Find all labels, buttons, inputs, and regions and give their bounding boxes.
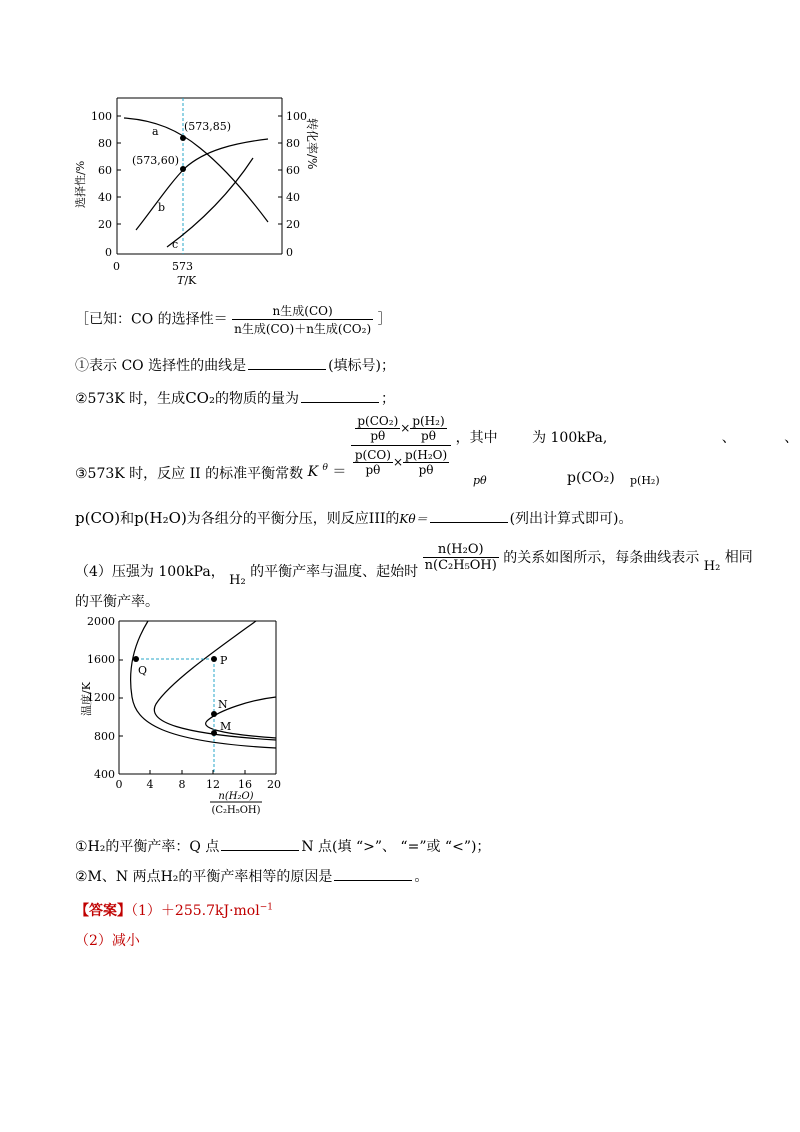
- right-tick: 80: [286, 137, 300, 150]
- left-tick: 40: [98, 191, 112, 204]
- x-tick: 16: [238, 778, 252, 791]
- x-label-num: n(H₂O): [218, 791, 254, 802]
- left-tick: 100: [91, 110, 112, 123]
- question-2: ②573K 时，生成CO₂的物质的量为 ；: [75, 389, 395, 407]
- x-origin-label: 0: [113, 260, 120, 273]
- y-tick: 800: [94, 730, 115, 743]
- question-5: ①H₂的平衡产率：Q 点 N 点(填 “>”、 “=”或 “<”)；: [75, 839, 491, 855]
- left-tick: 80: [98, 137, 112, 150]
- y-tick: 1200: [87, 691, 115, 704]
- y-tick: 1600: [87, 653, 115, 666]
- point-label-85: (573,85): [184, 120, 232, 133]
- left-tick: 20: [98, 218, 112, 231]
- answer-1: 【答案】（1）＋255.7kJ·mol$^{-1}$: [75, 902, 273, 919]
- x-tick: 20: [267, 778, 281, 791]
- question-3b: p(CO)和p(H₂O)为各组分的平衡分压，则反应III的Kθ＝ (列出计算式即可)。: [75, 509, 633, 527]
- right-tick: 0: [286, 246, 293, 259]
- y-tick: 2000: [87, 615, 115, 628]
- curve-c-label: c: [172, 238, 179, 251]
- question-6: ②M、N 两点H₂的平衡产率相等的原因是 。: [75, 869, 429, 885]
- selectivity-conversion-chart: [60, 88, 330, 288]
- point-M: M: [220, 720, 232, 733]
- left-axis-label: 选择性/%: [74, 160, 87, 208]
- question-3: ③573K 时，反应 II 的标准平衡常数 K $_\theta$ ＝ $\frac{\text{p(CO₂)}}{p\theta}$ × $\frac{\text{p(H₂)}}{p\theta}$ $\frac{p(CO)}{p\theta}$ × $\frac{\text{p(H₂O)}}{p\theta}$ ，其中 为 100kPa, 、 、: [75, 414, 799, 482]
- x-axis-label: T/K: [177, 274, 197, 287]
- point-N: N: [218, 698, 228, 711]
- right-axis-label: 转化率/%: [305, 118, 319, 170]
- answer-2: （2）减小: [75, 933, 140, 949]
- known-definition: ［已知：CO 的选择性＝ $\frac{\text{n生成(CO)}}{\text{n生成(CO)＋n生成(CO₂)}}$ ］: [75, 304, 392, 336]
- y-axis-label: 温度/K: [80, 682, 93, 716]
- y-tick: 400: [94, 768, 115, 781]
- x-tick: 4: [146, 778, 154, 791]
- p-co2: p(CO₂): [567, 470, 615, 486]
- selectivity-fraction: $\frac{\text{n生成(CO)}}{\text{n生成(CO)＋n生成(CO₂)}}$: [234, 304, 372, 336]
- right-tick: 100: [286, 110, 307, 123]
- x-label-den: (C₂H₅OH): [211, 805, 261, 816]
- temperature-ratio-chart: [60, 612, 300, 822]
- right-tick: 40: [286, 191, 300, 204]
- left-tick: 60: [98, 164, 112, 177]
- x-tick: 12: [206, 778, 220, 791]
- question-4-line2: 的平衡产率。: [75, 594, 159, 610]
- point-P: P: [220, 654, 228, 667]
- curve-a-label: a: [152, 125, 159, 138]
- question-4: （4）压强为 100kPa， H₂ 的平衡产率与温度、起始时 $\frac{\text{n(H₂O)}}{\text{n(C₂H₅OH)}}$ 的关系如图所示，每条曲线表示 H₂ 相同: [75, 542, 753, 588]
- right-tick: 20: [286, 218, 300, 231]
- p-h2: p(H₂): [630, 474, 660, 487]
- x-tick-573: 573: [172, 260, 193, 273]
- point-label-60: (573,60): [132, 154, 180, 167]
- x-tick: 0: [115, 778, 123, 791]
- question-1: ①表示 CO 选择性的曲线是 (填标号)；: [75, 358, 396, 374]
- right-tick: 60: [286, 164, 300, 177]
- p-theta: pθ: [473, 474, 487, 487]
- left-tick: 0: [105, 246, 112, 259]
- x-tick: 8: [178, 778, 186, 791]
- curve-b-label: b: [158, 201, 166, 214]
- point-Q: Q: [138, 664, 148, 677]
